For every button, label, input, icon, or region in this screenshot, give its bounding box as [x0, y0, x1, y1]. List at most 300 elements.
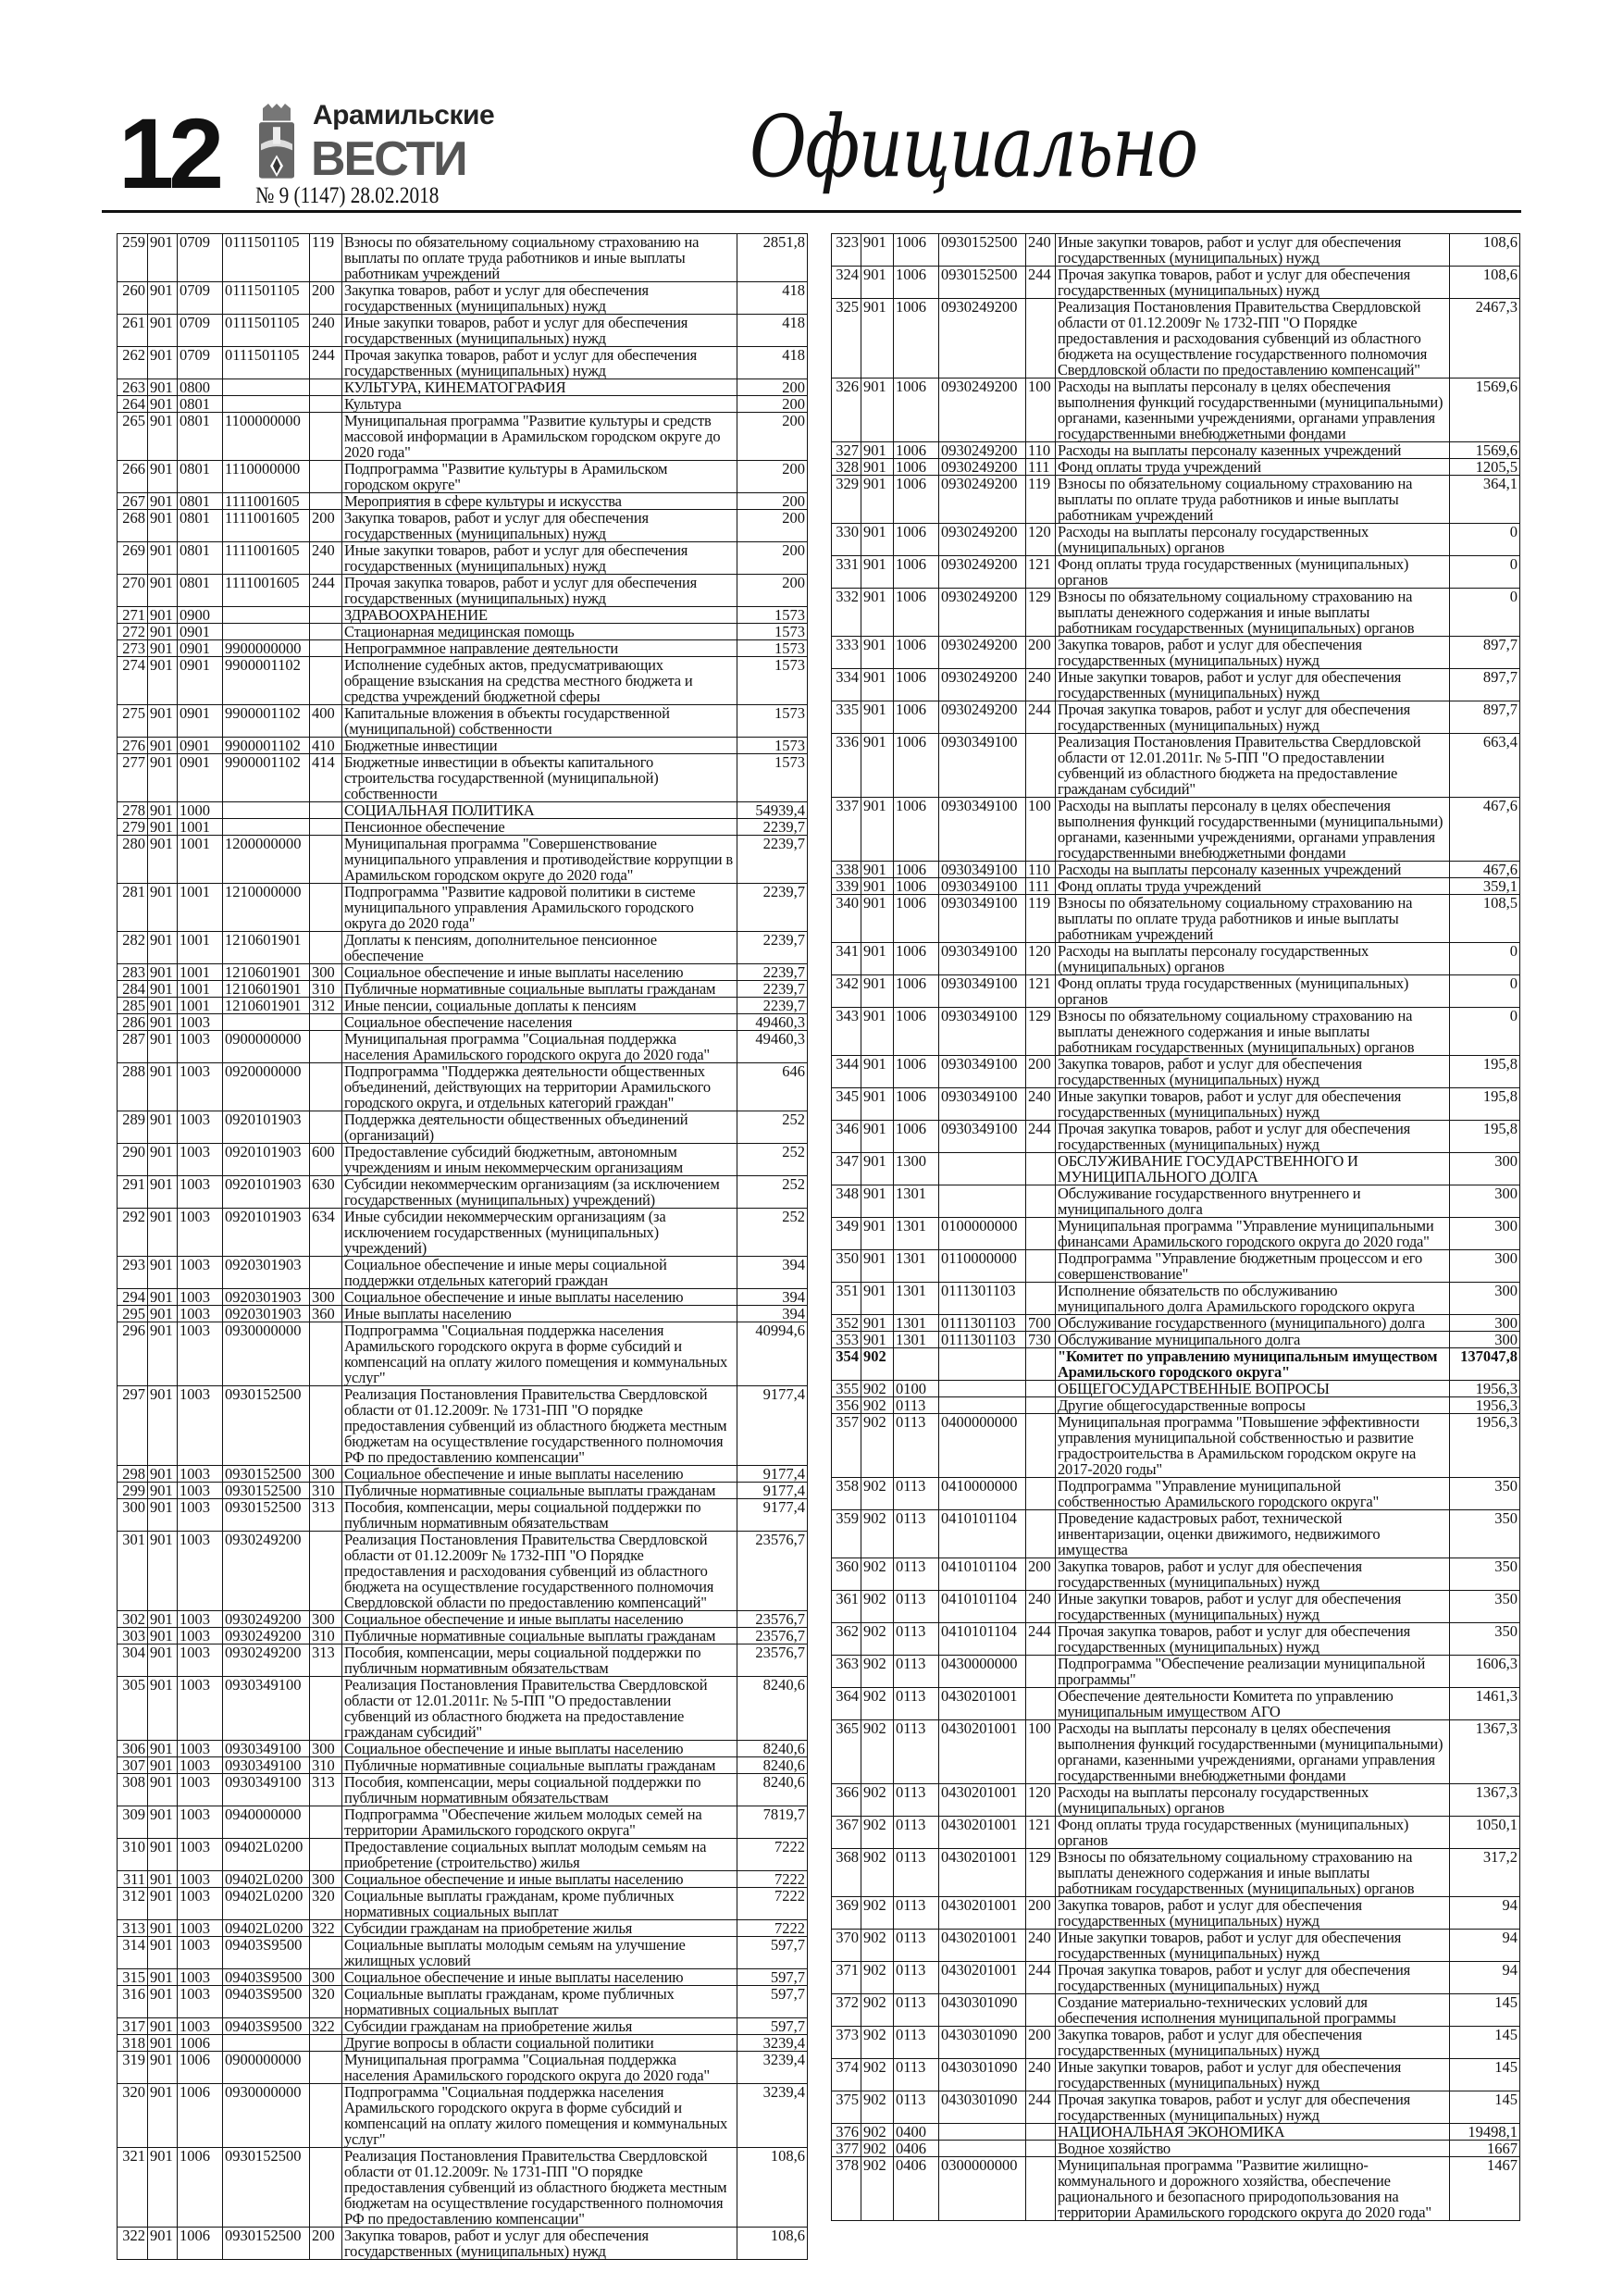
department-code-cell: 901	[148, 884, 178, 932]
section-code-cell: 1006	[894, 975, 939, 1008]
item-name-cell: Предоставление социальных выплат молодым семьям на приобретение (строительство) жилья	[342, 1839, 737, 1871]
item-name-cell: Расходы на выплаты персоналу в целях обеспечения выполнения функций государственными (муниципальными) органами, казенными учреждениями, органами управления государственными внебюджетными фондами	[1056, 379, 1450, 442]
row-number-cell: 273	[118, 640, 148, 657]
expense-type-code-cell	[1026, 1688, 1056, 1720]
department-code-cell: 901	[861, 234, 894, 267]
expense-type-code-cell: 630	[310, 1176, 342, 1209]
row-number-cell: 322	[118, 2228, 148, 2260]
section-code-cell: 1003	[178, 1111, 223, 1144]
expense-type-code-cell: 310	[310, 1483, 342, 1499]
department-code-cell: 901	[148, 234, 178, 282]
expense-type-code-cell: 300	[310, 1969, 342, 1986]
department-code-cell: 901	[148, 1937, 178, 1969]
table-row	[832, 2059, 1520, 2091]
target-article-code-cell: 0930349100	[939, 943, 1026, 975]
row-number-cell: 290	[118, 1144, 148, 1176]
table-row	[832, 1510, 1520, 1558]
amount-cell: 1050,1	[1450, 1817, 1520, 1849]
section-code-cell: 1301	[894, 1250, 939, 1283]
row-number-cell: 279	[118, 819, 148, 836]
department-code-cell: 901	[861, 734, 894, 798]
department-code-cell: 901	[861, 267, 894, 299]
section-code-cell: 1003	[178, 1306, 223, 1322]
row-number-cell: 278	[118, 802, 148, 819]
target-article-code-cell: 0900000000	[223, 2052, 310, 2084]
department-code-cell: 902	[861, 2059, 894, 2091]
row-number-cell: 339	[832, 878, 861, 895]
row-number-cell: 360	[832, 1558, 861, 1591]
department-code-cell: 901	[861, 637, 894, 669]
table-row	[118, 2018, 808, 2035]
department-code-cell: 901	[861, 701, 894, 734]
target-article-code-cell: 0930249200	[939, 556, 1026, 589]
table-row	[118, 754, 808, 802]
target-article-code-cell: 0920101903	[223, 1176, 310, 1209]
department-code-cell: 901	[148, 1644, 178, 1677]
table-row	[832, 1930, 1520, 1962]
department-code-cell: 901	[861, 1283, 894, 1315]
item-name-cell: Подпрограмма "Социальная поддержка населения Арамильского городского округа в форме субсидий и компенсаций на оплату жилого помещения и коммунальных услуг"	[342, 2084, 737, 2148]
amount-cell: 7819,7	[737, 1806, 808, 1839]
target-article-code-cell: 0430201001	[939, 1897, 1026, 1930]
amount-cell: 2851,8	[737, 234, 808, 282]
row-number-cell: 349	[832, 1218, 861, 1250]
table-row	[832, 701, 1520, 734]
target-article-code-cell: 0930152500	[939, 234, 1026, 267]
table-row	[832, 1008, 1520, 1056]
table-row	[118, 884, 808, 932]
amount-cell: 467,6	[1450, 798, 1520, 862]
table-row	[118, 1969, 808, 1986]
table-row	[832, 2141, 1520, 2157]
amount-cell: 0	[1450, 524, 1520, 556]
department-code-cell: 901	[148, 1986, 178, 2018]
item-name-cell: Муниципальная программа "Управление муниципальными финансами Арамильского городского округа до 2020 года"	[1056, 1218, 1450, 1250]
expense-type-code-cell: 313	[310, 1774, 342, 1806]
target-article-code-cell: 0940000000	[223, 1806, 310, 1839]
expense-type-code-cell: 240	[1026, 1088, 1056, 1121]
expense-type-code-cell: 414	[310, 754, 342, 802]
target-article-code-cell: 9900001102	[223, 754, 310, 802]
item-name-cell: Фонд оплаты труда учреждений	[1056, 459, 1450, 476]
target-article-code-cell: 09403S9500	[223, 2018, 310, 2035]
section-code-cell: 1003	[178, 1871, 223, 1888]
section-code-cell: 0901	[178, 738, 223, 754]
item-name-cell: Реализация Постановления Правительства Свердловской области от 01.12.2009г № 1732-ПП "О Порядке предоставления и расходования субвенций из областного бюджета на осуществление государственного полномочия Свердловской области по предоставлению компенсаций"	[1056, 299, 1450, 379]
section-code-cell: 1003	[178, 1969, 223, 1986]
amount-cell: 350	[1450, 1591, 1520, 1623]
table-row	[118, 836, 808, 884]
table-row	[832, 878, 1520, 895]
expense-type-code-cell	[310, 1806, 342, 1839]
department-code-cell: 901	[148, 1499, 178, 1532]
department-code-cell: 901	[148, 1774, 178, 1806]
row-number-cell: 329	[832, 476, 861, 524]
table-row	[832, 2124, 1520, 2141]
amount-cell: 1573	[737, 640, 808, 657]
section-code-cell: 1003	[178, 1628, 223, 1644]
row-number-cell: 287	[118, 1031, 148, 1063]
target-article-code-cell: 0930249200	[223, 1628, 310, 1644]
row-number-cell: 346	[832, 1121, 861, 1153]
table-row	[118, 1322, 808, 1386]
table-row	[118, 1176, 808, 1209]
department-code-cell: 902	[861, 2141, 894, 2157]
section-code-cell: 1003	[178, 1920, 223, 1937]
item-name-cell: Подпрограмма "Обеспечение реализации муниципальной программы"	[1056, 1656, 1450, 1688]
item-name-cell: Прочая закупка товаров, работ и услуг для обеспечения государственных (муниципальных) нужд	[1056, 267, 1450, 299]
item-name-cell: Муниципальная программа "Социальная поддержка населения Арамильского городского округа до 2020 года"	[342, 1031, 737, 1063]
expense-type-code-cell: 121	[1026, 1817, 1056, 1849]
section-code-cell: 1006	[894, 299, 939, 379]
expense-type-code-cell: 200	[310, 2228, 342, 2260]
issue-number-date: № 9 (1147) 28.02.2018	[255, 183, 440, 208]
expense-type-code-cell	[1026, 1153, 1056, 1185]
target-article-code-cell: 0930349100	[223, 1774, 310, 1806]
amount-cell: 350	[1450, 1510, 1520, 1558]
item-name-cell: Обслуживание государственного внутреннего и муниципального долга	[1056, 1185, 1450, 1218]
item-name-cell: Расходы на выплаты персоналу в целях обеспечения выполнения функций государственными (муниципальными) органами, казенными учреждениями, органами управления государственными внебюджетными фондами	[1056, 798, 1450, 862]
item-name-cell: Иные закупки товаров, работ и услуг для обеспечения государственных (муниципальных) нужд	[1056, 1591, 1450, 1623]
row-number-cell: 260	[118, 282, 148, 315]
target-article-code-cell: 0930249200	[939, 637, 1026, 669]
department-code-cell: 902	[861, 1623, 894, 1656]
row-number-cell: 340	[832, 895, 861, 943]
expense-type-code-cell: 634	[310, 1209, 342, 1257]
item-name-cell: Стационарная медицинская помощь	[342, 624, 737, 640]
department-code-cell: 901	[861, 975, 894, 1008]
target-article-code-cell: 0930152500	[223, 2228, 310, 2260]
department-code-cell: 901	[861, 524, 894, 556]
amount-cell: 1461,3	[1450, 1688, 1520, 1720]
department-code-cell: 901	[148, 1839, 178, 1871]
expense-type-code-cell: 730	[1026, 1332, 1056, 1348]
table-row	[118, 964, 808, 981]
department-code-cell: 901	[148, 802, 178, 819]
table-row	[832, 1381, 1520, 1397]
amount-cell: 7222	[737, 1839, 808, 1871]
section-code-cell: 0113	[894, 1817, 939, 1849]
section-code-cell: 1006	[894, 862, 939, 878]
target-article-code-cell: 0111301103	[939, 1283, 1026, 1315]
item-name-cell: Закупка товаров, работ и услуг для обеспечения государственных (муниципальных) нужд	[342, 2228, 737, 2260]
item-name-cell: Взносы по обязательному социальному страхованию на выплаты денежного содержания и иные выплаты работникам государственных (муниципальных) органов	[1056, 1008, 1450, 1056]
row-number-cell: 371	[832, 1962, 861, 1994]
expense-type-code-cell: 100	[1026, 1720, 1056, 1784]
row-number-cell: 319	[118, 2052, 148, 2084]
section-code-cell: 1003	[178, 1644, 223, 1677]
section-code-cell: 0113	[894, 1784, 939, 1817]
table-row	[118, 1014, 808, 1031]
target-article-code-cell: 0430201001	[939, 1784, 1026, 1817]
table-row	[118, 2084, 808, 2148]
table-row	[118, 1031, 808, 1063]
target-article-code-cell: 0111501105	[223, 347, 310, 379]
amount-cell: 2239,7	[737, 836, 808, 884]
amount-cell: 145	[1450, 2059, 1520, 2091]
row-number-cell: 376	[832, 2124, 861, 2141]
item-name-cell: Социальное обеспечение и иные выплаты населению	[342, 1969, 737, 1986]
target-article-code-cell: 0930349100	[223, 1757, 310, 1774]
table-row	[118, 607, 808, 624]
department-code-cell: 901	[861, 943, 894, 975]
section-code-cell: 1006	[894, 234, 939, 267]
amount-cell: 897,7	[1450, 669, 1520, 701]
amount-cell: 200	[737, 413, 808, 461]
expense-type-code-cell	[1026, 1414, 1056, 1478]
table-row	[118, 738, 808, 754]
table-row	[832, 1849, 1520, 1897]
department-code-cell: 901	[148, 836, 178, 884]
target-article-code-cell: 0930249200	[223, 1611, 310, 1628]
expense-type-code-cell	[1026, 1656, 1056, 1688]
amount-cell: 7222	[737, 1888, 808, 1920]
item-name-cell: Прочая закупка товаров, работ и услуг для обеспечения государственных (муниципальных) нужд	[1056, 1623, 1450, 1656]
amount-cell: 300	[1450, 1218, 1520, 1250]
target-article-code-cell: 0930349100	[223, 1741, 310, 1757]
item-name-cell: СОЦИАЛЬНАЯ ПОЛИТИКА	[342, 802, 737, 819]
item-name-cell: Реализация Постановления Правительства Свердловской области от 01.12.2009г. № 1731-ПП "О порядке предоставления субвенций из областного бюджета местным бюджетам на осуществление государственного полномочия РФ по предоставлению компенсации"	[342, 1386, 737, 1466]
department-code-cell: 901	[148, 1063, 178, 1111]
expense-type-code-cell	[1026, 1250, 1056, 1283]
target-article-code-cell: 1100000000	[223, 413, 310, 461]
item-name-cell: Поддержка деятельности общественных объединений (организаций)	[342, 1111, 737, 1144]
row-number-cell: 271	[118, 607, 148, 624]
target-article-code-cell: 0930349100	[939, 862, 1026, 878]
item-name-cell: НАЦИОНАЛЬНАЯ ЭКОНОМИКА	[1056, 2124, 1450, 2141]
amount-cell: 359,1	[1450, 878, 1520, 895]
expense-type-code-cell	[1026, 1283, 1056, 1315]
expense-type-code-cell	[310, 2052, 342, 2084]
table-row	[118, 1144, 808, 1176]
section-code-cell: 0709	[178, 347, 223, 379]
amount-cell: 2239,7	[737, 884, 808, 932]
target-article-code-cell: 09402L0200	[223, 1888, 310, 1920]
item-name-cell: Закупка товаров, работ и услуг для обеспечения государственных (муниципальных) нужд	[1056, 1558, 1450, 1591]
table-row	[118, 1839, 808, 1871]
section-code-cell: 1003	[178, 1741, 223, 1757]
amount-cell: 1573	[737, 607, 808, 624]
expense-type-code-cell	[310, 396, 342, 413]
target-article-code-cell: 0930000000	[223, 1322, 310, 1386]
expense-type-code-cell: 244	[1026, 1623, 1056, 1656]
amount-cell: 646	[737, 1063, 808, 1111]
item-name-cell: Закупка товаров, работ и услуг для обеспечения государственных (муниципальных) нужд	[1056, 2027, 1450, 2059]
table-row	[832, 943, 1520, 975]
section-code-cell: 0901	[178, 640, 223, 657]
expense-type-code-cell	[310, 607, 342, 624]
amount-cell: 1573	[737, 754, 808, 802]
amount-cell: 108,6	[1450, 267, 1520, 299]
section-code-cell: 0800	[178, 379, 223, 396]
target-article-code-cell: 0930249200	[223, 1644, 310, 1677]
department-code-cell: 901	[861, 556, 894, 589]
expense-type-code-cell	[310, 2148, 342, 2228]
item-name-cell: Расходы на выплаты персоналу государственных (муниципальных) органов	[1056, 1784, 1450, 1817]
amount-cell: 597,7	[737, 1937, 808, 1969]
department-code-cell: 901	[861, 589, 894, 637]
row-number-cell: 326	[832, 379, 861, 442]
department-code-cell: 901	[148, 282, 178, 315]
section-code-cell: 0113	[894, 1414, 939, 1478]
target-article-code-cell: 0930349100	[939, 734, 1026, 798]
amount-cell: 1667	[1450, 2141, 1520, 2157]
section-code-cell: 1006	[894, 943, 939, 975]
item-name-cell: Расходы на выплаты персоналу казенных учреждений	[1056, 442, 1450, 459]
amount-cell: 394	[737, 1289, 808, 1306]
department-code-cell: 901	[148, 510, 178, 542]
department-code-cell: 901	[861, 1250, 894, 1283]
table-row	[118, 1677, 808, 1741]
expense-type-code-cell: 111	[1026, 459, 1056, 476]
table-row	[832, 234, 1520, 267]
expense-type-code-cell	[310, 1839, 342, 1871]
row-number-cell: 281	[118, 884, 148, 932]
section-code-cell: 1003	[178, 1937, 223, 1969]
department-code-cell: 901	[861, 1185, 894, 1218]
section-code-cell: 1006	[894, 379, 939, 442]
target-article-code-cell	[939, 2124, 1026, 2141]
table-row	[118, 1628, 808, 1644]
section-code-cell: 0801	[178, 413, 223, 461]
expense-type-code-cell: 100	[1026, 379, 1056, 442]
table-row	[832, 1817, 1520, 1849]
row-number-cell: 320	[118, 2084, 148, 2148]
item-name-cell: Социальное обеспечение и иные выплаты населению	[342, 1611, 737, 1628]
row-number-cell: 351	[832, 1283, 861, 1315]
expense-type-code-cell	[1026, 2141, 1056, 2157]
expense-type-code-cell: 300	[310, 1741, 342, 1757]
expense-type-code-cell: 240	[1026, 234, 1056, 267]
section-code-cell: 0113	[894, 1930, 939, 1962]
amount-cell: 1573	[737, 705, 808, 738]
item-name-cell: Иные пенсии, социальные доплаты к пенсиям	[342, 998, 737, 1014]
item-name-cell: Социальное обеспечение и иные выплаты населению	[342, 964, 737, 981]
section-code-cell: 0113	[894, 1994, 939, 2027]
item-name-cell: Социальные выплаты молодым семьям на улучшение жилищных условий	[342, 1937, 737, 1969]
target-article-code-cell: 0430201001	[939, 1720, 1026, 1784]
department-code-cell: 902	[861, 1348, 894, 1381]
item-name-cell: Закупка товаров, работ и услуг для обеспечения государственных (муниципальных) нужд	[1056, 637, 1450, 669]
row-number-cell: 285	[118, 998, 148, 1014]
department-code-cell: 901	[148, 1806, 178, 1839]
target-article-code-cell: 0410101104	[939, 1558, 1026, 1591]
section-code-cell: 1006	[894, 1121, 939, 1153]
table-row	[832, 2027, 1520, 2059]
section-code-cell: 1003	[178, 1014, 223, 1031]
target-article-code-cell	[939, 1153, 1026, 1185]
expense-type-code-cell	[1026, 1381, 1056, 1397]
section-code-cell: 0709	[178, 234, 223, 282]
expense-type-code-cell: 244	[1026, 1962, 1056, 1994]
section-code-cell: 0901	[178, 657, 223, 705]
department-code-cell: 902	[861, 1994, 894, 2027]
target-article-code-cell: 09402L0200	[223, 1871, 310, 1888]
amount-cell: 23576,7	[737, 1532, 808, 1611]
table-row	[832, 1348, 1520, 1381]
row-number-cell: 377	[832, 2141, 861, 2157]
section-code-cell: 0801	[178, 493, 223, 510]
table-row	[118, 1532, 808, 1611]
target-article-code-cell: 0430301090	[939, 2059, 1026, 2091]
table-row	[118, 510, 808, 542]
table-row	[118, 1986, 808, 2018]
table-row	[118, 1466, 808, 1483]
target-article-code-cell: 1200000000	[223, 836, 310, 884]
row-number-cell: 338	[832, 862, 861, 878]
item-name-cell: Доплаты к пенсиям, дополнительное пенсионное обеспечение	[342, 932, 737, 964]
item-name-cell: Создание материально-технических условий для обеспечения исполнения муниципальной программы	[1056, 1994, 1450, 2027]
expense-type-code-cell	[310, 413, 342, 461]
expense-type-code-cell: 600	[310, 1144, 342, 1176]
row-number-cell: 270	[118, 575, 148, 607]
expense-type-code-cell: 360	[310, 1306, 342, 1322]
table-row	[832, 1688, 1520, 1720]
section-code-cell: 1003	[178, 1257, 223, 1289]
item-name-cell: Прочая закупка товаров, работ и услуг для обеспечения государственных (муниципальных) нужд	[1056, 1962, 1450, 1994]
item-name-cell: Подпрограмма "Управление муниципальной собственностью Арамильского городского округа"	[1056, 1478, 1450, 1510]
expense-type-code-cell: 129	[1026, 1008, 1056, 1056]
amount-cell: 200	[737, 461, 808, 493]
expense-type-code-cell	[310, 624, 342, 640]
table-row	[118, 1871, 808, 1888]
department-code-cell: 901	[861, 1088, 894, 1121]
section-code-cell: 0113	[894, 1849, 939, 1897]
section-code-cell: 1001	[178, 998, 223, 1014]
department-code-cell: 901	[861, 1008, 894, 1056]
amount-cell: 49460,3	[737, 1014, 808, 1031]
target-article-code-cell	[223, 2035, 310, 2052]
department-code-cell: 901	[861, 1056, 894, 1088]
expense-type-code-cell	[1026, 1348, 1056, 1381]
amount-cell: 94	[1450, 1897, 1520, 1930]
target-article-code-cell: 1210601901	[223, 981, 310, 998]
department-code-cell: 901	[148, 1111, 178, 1144]
target-article-code-cell: 0930249200	[939, 589, 1026, 637]
row-number-cell: 361	[832, 1591, 861, 1623]
expense-type-code-cell: 111	[1026, 878, 1056, 895]
target-article-code-cell: 1111001605	[223, 493, 310, 510]
row-number-cell: 330	[832, 524, 861, 556]
section-code-cell: 1003	[178, 1774, 223, 1806]
amount-cell: 145	[1450, 2091, 1520, 2124]
department-code-cell: 902	[861, 1558, 894, 1591]
amount-cell: 200	[737, 493, 808, 510]
expense-type-code-cell	[310, 493, 342, 510]
target-article-code-cell	[939, 1397, 1026, 1414]
target-article-code-cell: 0930249200	[939, 379, 1026, 442]
amount-cell: 663,4	[1450, 734, 1520, 798]
item-name-cell: Иные субсидии некоммерческим организациям (за исключением государственных (муниципальных) учреждений)	[342, 1209, 737, 1257]
table-row	[118, 819, 808, 836]
department-code-cell: 901	[148, 1209, 178, 1257]
row-number-cell: 362	[832, 1623, 861, 1656]
department-code-cell: 902	[861, 1381, 894, 1397]
row-number-cell: 284	[118, 981, 148, 998]
department-code-cell: 901	[861, 798, 894, 862]
table-row	[118, 379, 808, 396]
target-article-code-cell: 0110000000	[939, 1250, 1026, 1283]
target-article-code-cell: 1110000000	[223, 461, 310, 493]
department-code-cell: 901	[861, 442, 894, 459]
item-name-cell: Подпрограмма "Социальная поддержка населения Арамильского городского округа в форме субсидий и компенсаций на оплату жилого помещения и коммунальных услуг"	[342, 1322, 737, 1386]
target-article-code-cell: 0930249200	[939, 299, 1026, 379]
target-article-code-cell: 0930152500	[223, 1499, 310, 1532]
table-row	[118, 1920, 808, 1937]
table-row	[118, 2228, 808, 2260]
table-row	[832, 1994, 1520, 2027]
table-row	[118, 1483, 808, 1499]
